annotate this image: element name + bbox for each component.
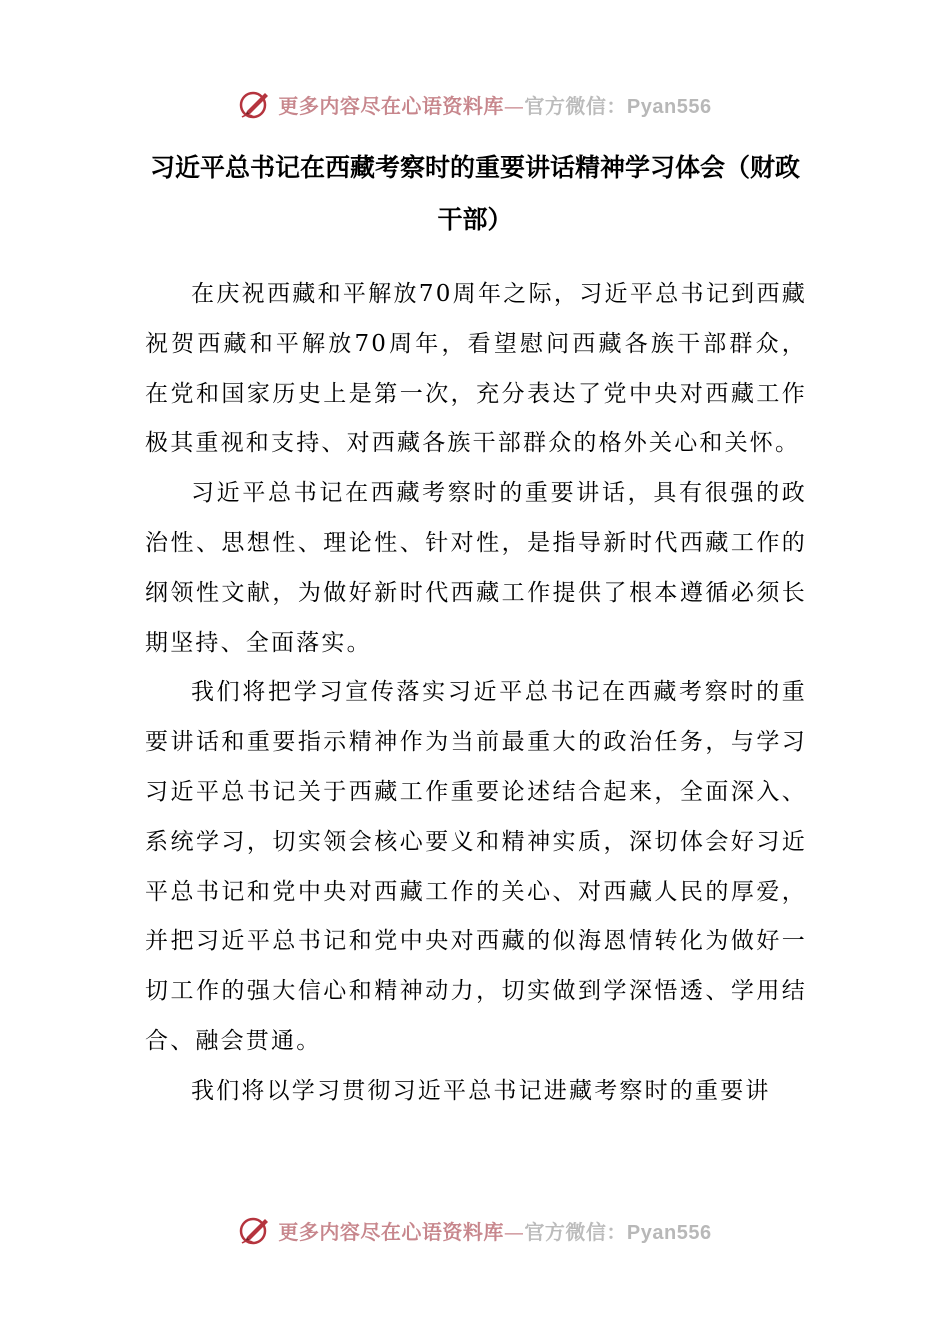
banner-wechat-id: Pyan556 bbox=[626, 95, 712, 118]
banner-separator: — bbox=[503, 1219, 525, 1244]
document-body bbox=[145, 270, 807, 1117]
banner-separator: — bbox=[503, 93, 525, 118]
footer-banner bbox=[0, 1210, 950, 1250]
banner-brand: 更多内容尽在心语资料库 bbox=[278, 93, 504, 118]
paragraph: 在庆祝西藏和平解放70周年之际，习近平总书记到西藏祝贺西藏和平解放70周年，看望慰问西藏各族干部群众，在党和国家历史上是第一次，充分表达了党中央对西藏工作极其重视和支持、对西藏各族干部群众的格外关心和关怀。 bbox=[145, 281, 807, 457]
banner-wechat-label: 官方微信： bbox=[524, 1219, 627, 1244]
banner-text bbox=[278, 90, 711, 119]
banner-text bbox=[278, 1216, 711, 1245]
paragraph: 我们将以学习贯彻习近平总书记进藏考察时的重要讲 bbox=[191, 1077, 771, 1104]
banner-wechat-label: 官方微信： bbox=[524, 93, 627, 118]
document-title: 习近平总书记在西藏考察时的重要讲话精神学习体会（财政干部） bbox=[149, 153, 800, 234]
pen-logo-icon bbox=[238, 87, 272, 121]
pen-logo-icon bbox=[238, 1213, 272, 1247]
header-banner bbox=[0, 84, 950, 124]
paragraph: 习近平总书记在西藏考察时的重要讲话，具有很强的政治性、思想性、理论性、针对性，是指导新时代西藏工作的纲领性文献，为做好新时代西藏工作提供了根本遵循必须长期坚持、全面落实。 bbox=[145, 480, 807, 656]
paragraph: 我们将把学习宣传落实习近平总书记在西藏考察时的重要讲话和重要指示精神作为当前最重大的政治任务，与学习习近平总书记关于西藏工作重要论述结合起来，全面深入、系统学习，切实领会核心要义和精神实质，深切体会好习近平总书记和党中央对西藏工作的关心、对西藏人民的厚爱，并把习近平总书记和党中央对西藏的似海恩情转化为做好一切工作的强大信心和精神动力，切实做到学深悟透、学用结合、融会贯通。 bbox=[145, 679, 807, 1054]
banner-brand: 更多内容尽在心语资料库 bbox=[278, 1219, 504, 1244]
banner-wechat-id: Pyan556 bbox=[626, 1221, 712, 1244]
